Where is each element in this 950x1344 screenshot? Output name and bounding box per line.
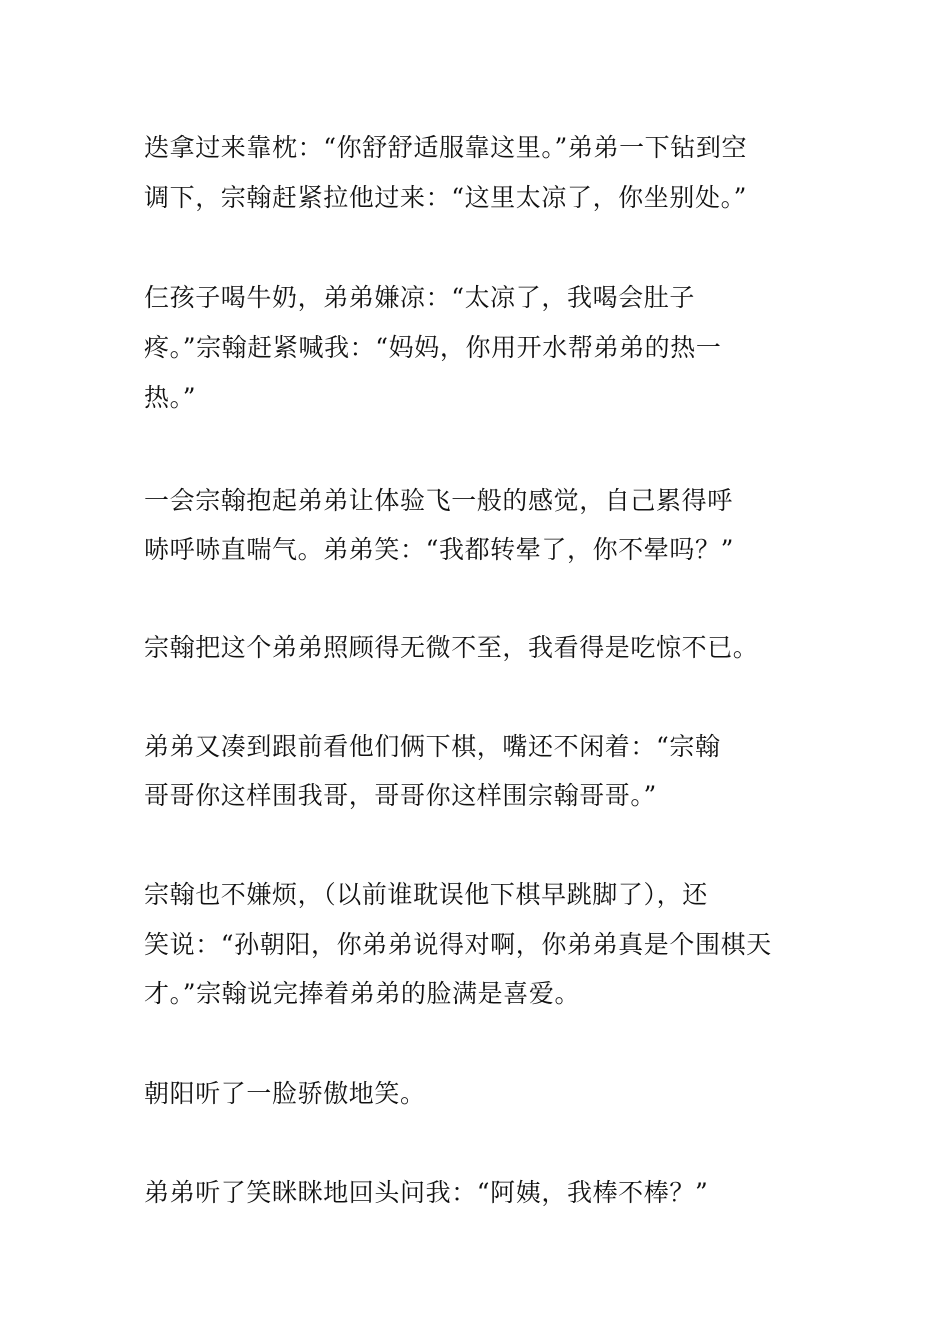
text-line: 哧呼哧直喘气。弟弟笑：“我都转晕了，你不晕吗？” <box>144 535 734 564</box>
text-line: 热。” <box>144 383 197 412</box>
text-line: 弟弟听了笑眯眯地回头问我：“阿姨，我棒不棒？” <box>144 1178 709 1207</box>
text-line: 宗翰也不嫌烦，（以前谁耽误他下棋早跳脚了），还 <box>144 880 708 909</box>
text-line: 朝阳听了一脸骄傲地笑。 <box>144 1079 426 1108</box>
text-line: 仨孩子喝牛奶，弟弟嫌凉：“太凉了，我喝会肚子 <box>144 283 695 312</box>
text-line: 才。”宗翰说完捧着弟弟的脸满是喜爱。 <box>144 979 581 1008</box>
text-line: 疼。”宗翰赶紧喊我：“妈妈，你用开水帮弟弟的热一 <box>144 333 722 362</box>
text-line: 迭拿过来靠枕：“你舒舒适服靠这里。”弟弟一下钻到空 <box>144 133 748 162</box>
text-line: 宗翰把这个弟弟照顾得无微不至，我看得是吃惊不已。 <box>144 633 759 662</box>
text-line: 一会宗翰抱起弟弟让体验飞一般的感觉，自己累得呼 <box>144 486 733 515</box>
text-line: 哥哥你这样围我哥，哥哥你这样围宗翰哥哥。” <box>144 781 657 810</box>
text-line: 调下，宗翰赶紧拉他过来：“这里太凉了，你坐别处。” <box>144 183 748 212</box>
text-line: 笑说：“孙朝阳，你弟弟说得对啊，你弟弟真是个围棋天 <box>144 930 772 959</box>
text-line: 弟弟又凑到跟前看他们俩下棋，嘴还不闲着：“宗翰 <box>144 732 721 761</box>
